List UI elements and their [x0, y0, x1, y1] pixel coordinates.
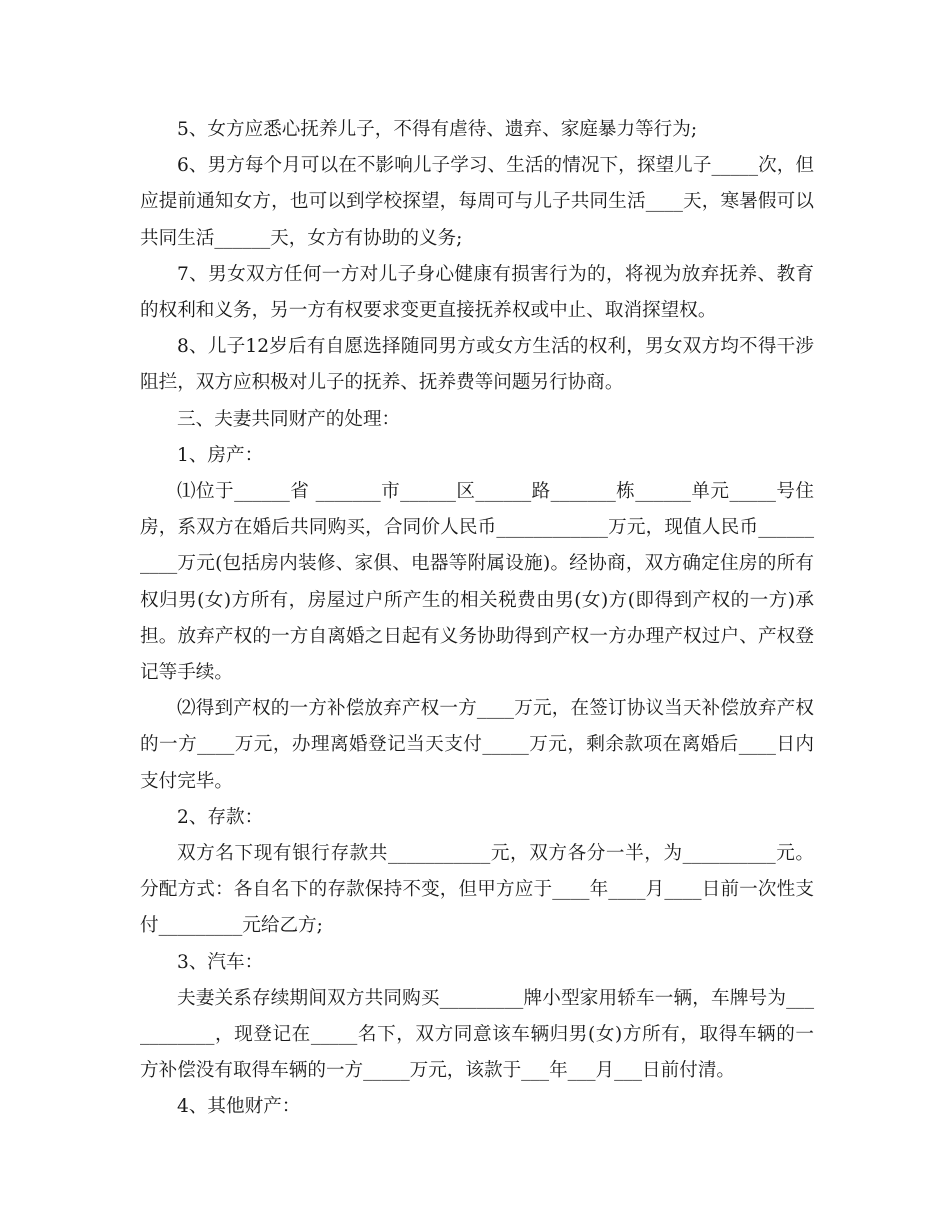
paragraph-house-2: ⑵得到产权的一方补偿放弃产权一方____万元，在签订协议当天补偿放弃产权的一方____万元，办理离婚登记当天支付_____万元，剩余款项在离婚后____日内支付完毕。 — [140, 698, 814, 792]
paragraph-deposits: 双方名下现有银行存款共___________元，双方各分一半，为__________元。分配方式：各自名下的存款保持不变，但甲方应于____年____月____日前一次性支付_________元给乙方; — [140, 843, 814, 937]
section-heading-property: 三、夫妻共同财产的处理： — [177, 408, 401, 430]
paragraph-clause-8: 8、儿子12岁后有自愿选择随同男方或女方生活的权利，男女双方均不得干涉阻拦，双方应积极对儿子的抚养、抚养费等问题另行协商。 — [140, 336, 814, 394]
subheading-deposits: 2、存款： — [177, 806, 264, 828]
subheading-car: 3、汽车： — [177, 951, 264, 973]
paragraph-house-1: ⑴位于______省 _______市______区______路_______栋______单元_____号住房，系双方在婚后共同购买，合同价人民币____________万元，现值人民币__________万元(包括房内装修、家俱、电器等附属设施)。经协商，双方确定住房的所有权归男(女)方所有，房屋过户所产生的相关税费由男(女)方(即得到产权的一方)承担。放弃产权的一方自离婚之日起有义务协助得到产权一方办理产权过户、产权登记等手续。 — [140, 481, 814, 684]
document-body — [140, 112, 814, 1126]
subheading-house: 1、房产： — [177, 444, 264, 466]
subheading-other-property: 4、其他财产： — [177, 1096, 301, 1118]
paragraph-clause-5: 5、女方应悉心抚养儿子，不得有虐待、遗弃、家庭暴力等行为; — [177, 119, 698, 140]
paragraph-clause-6: 6、男方每个月可以在不影响儿子学习、生活的情况下，探望儿子_____次，但应提前通知女方，也可以到学校探望，每周可与儿子共同生活____天，寒暑假可以共同生活______天，女方有协助的义务; — [140, 155, 814, 249]
paragraph-car: 夫妻关系存续期间双方共同购买_________牌小型家用轿车一辆，车牌号为___________，现登记在_____名下，双方同意该车辆归男(女)方所有，取得车辆的一方补偿没有取得车辆的一方_____万元，该款于___年___月___日前付清。 — [140, 987, 814, 1082]
paragraph-clause-7: 7、男女双方任何一方对儿子身心健康有损害行为的，将视为放弃抚养、教育的权利和义务，另一方有权要求变更直接抚养权或中止、取消探望权。 — [140, 263, 814, 322]
